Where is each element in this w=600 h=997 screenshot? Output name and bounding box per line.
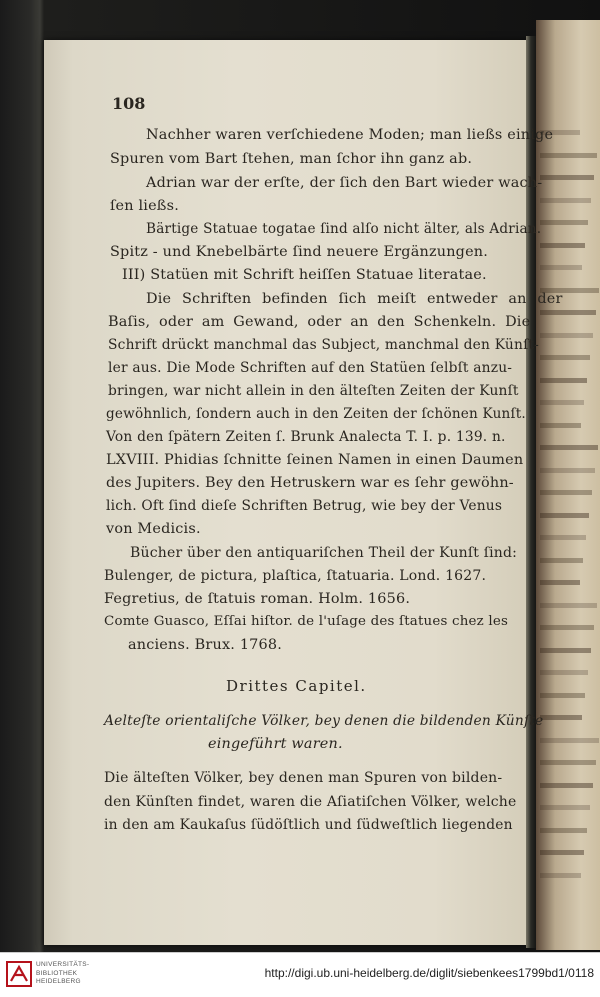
text-line: anciens. Brux. 1768.: [128, 637, 283, 653]
text-line: Die älteſten Völker, bey denen man Spuren von bilden-: [104, 770, 503, 786]
text-line: Baſis, oder am Gewand, oder an den Schenkeln. Die: [108, 314, 531, 330]
library-name-line: HEIDELBERG: [36, 978, 81, 985]
text-line: Comte Guasco, Eſſai hiſtor. de l'uſage des ſtatues chez les: [104, 614, 509, 629]
text-line: Die Schriften befinden ſich meiſt entweder an der: [146, 291, 563, 307]
text-line: III) Statüen mit Schrift heiſſen Statuae literatae.: [122, 267, 487, 283]
text-line: Spitz - und Knebelbärte ſind neuere Ergänzungen.: [110, 244, 489, 260]
text-line: den Künſten findet, waren die Aſiatiſchen Völker, welche: [104, 794, 517, 810]
library-name: [36, 961, 89, 987]
page-number: 108: [112, 94, 146, 113]
text-line: bringen, war nicht allein in den älteſten Zeiten der Kunſt: [108, 383, 519, 399]
text-line: Bücher über den antiquariſchen Theil der Kunſt ſind:: [130, 545, 518, 561]
text-line: des Jupiters. Bey den Hetruskern war es ſehr gewöhn-: [106, 475, 514, 491]
text-line: Bärtige Statuae togatae ſind alſo nicht älter, als Adrian.: [146, 221, 542, 237]
text-line: lich. Oft ſind dieſe Schriften Betrug, wie bey der Venus: [106, 498, 503, 514]
footer-bar: [0, 952, 600, 997]
text-line: ſen ließs.: [110, 198, 179, 214]
text-line: in den am Kaukaſus ſüdöſtlich und ſüdweſtlich liegenden: [104, 817, 513, 833]
library-name-line: BIBLIOTHEK: [36, 969, 78, 977]
chapter-subtitle-cont: eingeführt waren.: [208, 736, 343, 752]
chapter-title: Drittes Capitel.: [226, 677, 367, 695]
text-line: Fegretius, de ſtatuis roman. Holm. 1656.: [104, 591, 411, 607]
permalink-url[interactable]: http://digi.ub.uni-heidelberg.de/diglit/siebenkees1799bd1/0118: [264, 966, 594, 980]
text-line: Nachher waren verſchiedene Moden; man ließs einige: [146, 127, 554, 143]
library-name-line: UNIVERSITÄTS-: [36, 961, 90, 968]
text-line: Bulenger, de pictura, plaſtica, ſtatuaria. Lond. 1627.: [104, 568, 487, 584]
text-line: gewöhnlich, ſondern auch in den Zeiten der ſchönen Kunſt.: [106, 406, 526, 422]
university-library-logo-icon: [6, 961, 32, 987]
text-line: ler aus. Die Mode Schriften auf den Statüen ſelbſt anzu-: [108, 360, 513, 376]
text-line: Von den ſpätern Zeiten ſ. Brunk Analecta T. I. p. 139. n.: [106, 429, 506, 445]
chapter-subtitle: Aelteſte orientaliſche Völker, bey denen die bildenden Künſte: [104, 713, 544, 729]
text-line: Schrift drückt manchmal das Subject, manchmal den Künſt-: [108, 337, 540, 353]
text-line: von Medicis.: [106, 521, 201, 537]
text-line: Adrian war der erſte, der ſich den Bart wieder wach-: [146, 175, 543, 191]
text-line: LXVIII. Phidias ſchnitte ſeinen Namen in einen Daumen: [106, 452, 524, 468]
text-line: Spuren vom Bart ſtehen, man ſchor ihn ganz ab.: [110, 151, 473, 167]
